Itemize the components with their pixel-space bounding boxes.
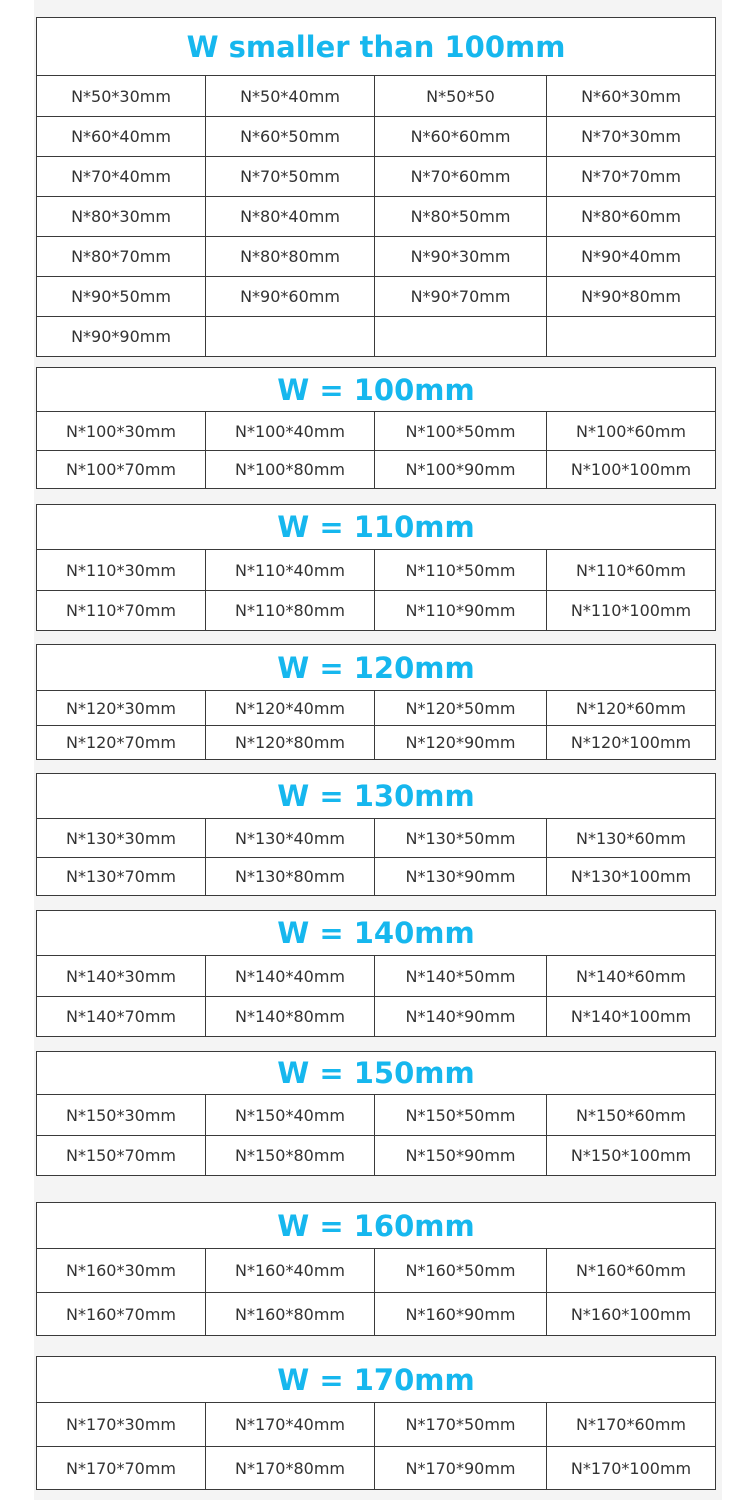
- table-row: [37, 996, 715, 1036]
- size-table: [36, 1356, 716, 1490]
- table-title: W = 110mm: [37, 505, 715, 550]
- table-row: [37, 196, 715, 236]
- table-cell: N*160*90mm: [374, 1293, 546, 1335]
- table-row: [37, 316, 715, 356]
- table-title: W smaller than 100mm: [37, 18, 715, 76]
- table-cell: N*110*30mm: [65, 560, 177, 580]
- table-cell: N*100*30mm: [65, 421, 177, 441]
- table-cell: N*130*40mm: [205, 819, 374, 857]
- table-cell: N*170*60mm: [546, 1403, 715, 1446]
- table-cell: N*100*100mm: [546, 451, 715, 488]
- table-cell: N*70*40mm: [71, 167, 171, 186]
- table-cell: N*80*30mm: [71, 207, 171, 226]
- table-cell: [546, 317, 715, 356]
- table-cell: N*90*50mm: [71, 287, 171, 306]
- table-row: [37, 276, 715, 316]
- table-cell: N*170*70mm: [65, 1458, 177, 1478]
- size-table: [36, 644, 716, 760]
- table-cell: N*90*80mm: [546, 277, 715, 316]
- table-title: W = 170mm: [37, 1357, 715, 1403]
- table-cell: N*170*100mm: [546, 1447, 715, 1489]
- table-cell: N*140*90mm: [374, 997, 546, 1036]
- table-cell: N*110*60mm: [546, 550, 715, 590]
- table-row: [37, 1403, 715, 1446]
- table-cell: N*80*40mm: [205, 197, 374, 236]
- table-cell: N*80*70mm: [71, 247, 171, 266]
- table-cell: N*110*50mm: [374, 550, 546, 590]
- table-cell: N*50*50: [374, 76, 546, 116]
- table-cell: N*80*60mm: [546, 197, 715, 236]
- table-cell: N*150*90mm: [374, 1136, 546, 1175]
- table-cell: N*160*80mm: [205, 1293, 374, 1335]
- table-cell: N*130*60mm: [546, 819, 715, 857]
- table-cell: N*90*70mm: [374, 277, 546, 316]
- table-cell: N*140*70mm: [65, 1007, 177, 1026]
- table-cell: N*130*30mm: [65, 828, 177, 848]
- table-cell: N*90*90mm: [71, 327, 171, 346]
- table-cell: [205, 317, 374, 356]
- table-cell: N*100*40mm: [205, 412, 374, 450]
- table-cell: N*110*70mm: [65, 601, 177, 620]
- table-row: [37, 236, 715, 276]
- table-cell: N*70*60mm: [374, 157, 546, 196]
- table-title: W = 140mm: [37, 911, 715, 956]
- table-cell: N*170*40mm: [205, 1403, 374, 1446]
- table-cell: N*150*60mm: [546, 1095, 715, 1135]
- table-row: [37, 1292, 715, 1335]
- table-title: W = 150mm: [37, 1052, 715, 1095]
- table-cell: N*150*100mm: [546, 1136, 715, 1175]
- table-cell: N*150*30mm: [65, 1105, 177, 1125]
- table-row: [37, 956, 715, 996]
- table-cell: N*100*80mm: [205, 451, 374, 488]
- table-cell: N*80*50mm: [374, 197, 546, 236]
- table-cell: N*80*80mm: [205, 237, 374, 276]
- table-cell: N*150*80mm: [205, 1136, 374, 1175]
- table-row: [37, 116, 715, 156]
- table-cell: N*150*50mm: [374, 1095, 546, 1135]
- size-table: [36, 17, 716, 357]
- table-cell: N*130*100mm: [546, 858, 715, 895]
- table-row: [37, 156, 715, 196]
- table-cell: N*130*50mm: [374, 819, 546, 857]
- table-cell: N*100*90mm: [374, 451, 546, 488]
- table-title: W = 160mm: [37, 1203, 715, 1249]
- table-cell: N*100*70mm: [65, 460, 177, 479]
- table-title: W = 120mm: [37, 645, 715, 691]
- table-cell: N*70*70mm: [546, 157, 715, 196]
- table-cell: [374, 317, 546, 356]
- table-cell: N*160*30mm: [65, 1261, 177, 1280]
- table-cell: N*60*60mm: [374, 117, 546, 156]
- table-row: [37, 590, 715, 630]
- table-title: W = 130mm: [37, 774, 715, 819]
- table-cell: N*60*40mm: [71, 127, 171, 146]
- size-table: [36, 367, 716, 489]
- table-row: [37, 857, 715, 895]
- table-row: [37, 1446, 715, 1489]
- table-row: [37, 691, 715, 725]
- table-cell: N*160*100mm: [546, 1293, 715, 1335]
- table-cell: N*120*40mm: [205, 691, 374, 725]
- table-row: [37, 450, 715, 488]
- table-row: [37, 76, 715, 116]
- table-row: [37, 819, 715, 857]
- table-cell: N*160*50mm: [374, 1249, 546, 1292]
- table-cell: N*140*80mm: [205, 997, 374, 1036]
- table-cell: N*110*40mm: [205, 550, 374, 590]
- table-cell: N*60*30mm: [546, 76, 715, 116]
- table-cell: N*130*70mm: [65, 867, 177, 886]
- table-cell: N*100*60mm: [546, 412, 715, 450]
- size-table: [36, 1202, 716, 1336]
- table-cell: N*140*30mm: [65, 966, 177, 986]
- table-cell: N*140*100mm: [546, 997, 715, 1036]
- table-cell: N*170*30mm: [65, 1415, 177, 1434]
- table-row: [37, 725, 715, 759]
- table-row: [37, 1135, 715, 1175]
- table-cell: N*160*60mm: [546, 1249, 715, 1292]
- table-row: [37, 412, 715, 450]
- table-cell: N*120*90mm: [374, 726, 546, 759]
- table-cell: N*150*40mm: [205, 1095, 374, 1135]
- table-cell: N*140*60mm: [546, 956, 715, 996]
- size-table: [36, 1051, 716, 1176]
- table-cell: N*60*50mm: [205, 117, 374, 156]
- table-cell: N*70*30mm: [546, 117, 715, 156]
- table-cell: N*120*30mm: [65, 698, 177, 718]
- table-cell: N*120*80mm: [205, 726, 374, 759]
- table-cell: N*90*40mm: [546, 237, 715, 276]
- table-row: [37, 1249, 715, 1292]
- table-cell: N*120*70mm: [65, 733, 177, 752]
- table-cell: N*110*80mm: [205, 591, 374, 630]
- table-cell: N*170*50mm: [374, 1403, 546, 1446]
- table-cell: N*130*90mm: [374, 858, 546, 895]
- table-cell: N*110*90mm: [374, 591, 546, 630]
- table-cell: N*120*60mm: [546, 691, 715, 725]
- table-cell: N*130*80mm: [205, 858, 374, 895]
- table-row: [37, 550, 715, 590]
- table-cell: N*90*60mm: [205, 277, 374, 316]
- table-cell: N*150*70mm: [65, 1146, 177, 1165]
- table-title: W = 100mm: [37, 368, 715, 412]
- table-row: [37, 1095, 715, 1135]
- table-cell: N*170*90mm: [374, 1447, 546, 1489]
- size-table: [36, 910, 716, 1037]
- table-cell: N*70*50mm: [205, 157, 374, 196]
- table-cell: N*140*40mm: [205, 956, 374, 996]
- table-cell: N*90*30mm: [374, 237, 546, 276]
- table-cell: N*110*100mm: [546, 591, 715, 630]
- table-cell: N*120*100mm: [546, 726, 715, 759]
- table-cell: N*100*50mm: [374, 412, 546, 450]
- table-cell: N*50*30mm: [71, 86, 171, 106]
- table-cell: N*120*50mm: [374, 691, 546, 725]
- table-cell: N*160*70mm: [65, 1304, 177, 1324]
- table-cell: N*160*40mm: [205, 1249, 374, 1292]
- table-cell: N*170*80mm: [205, 1447, 374, 1489]
- size-table: [36, 773, 716, 896]
- table-cell: N*50*40mm: [205, 76, 374, 116]
- table-cell: N*140*50mm: [374, 956, 546, 996]
- size-table: [36, 504, 716, 631]
